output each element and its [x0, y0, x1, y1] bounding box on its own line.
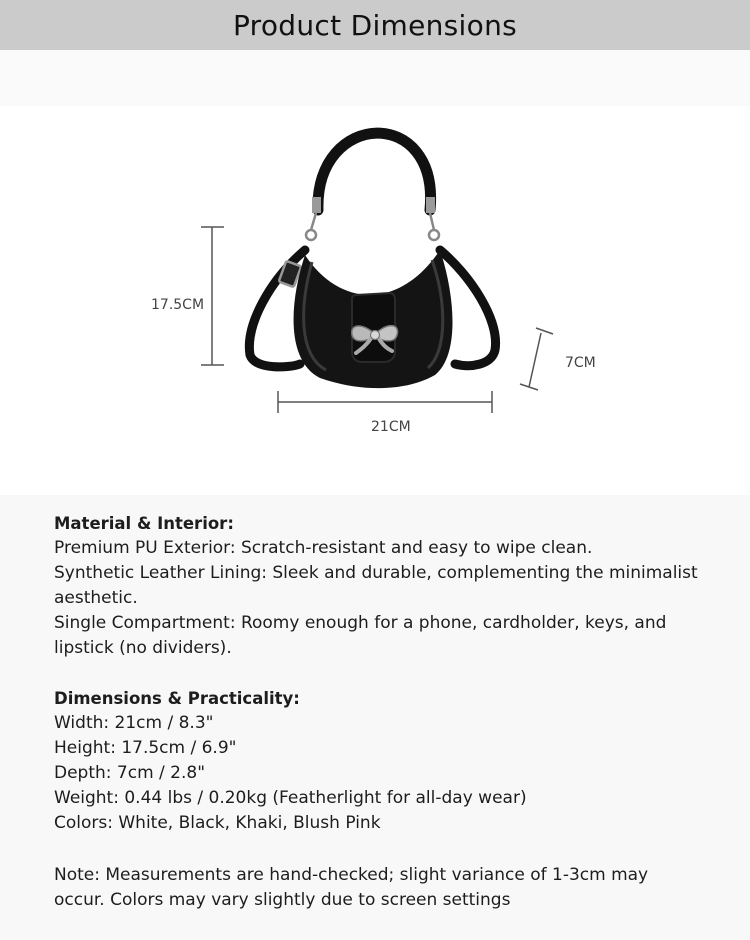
material-section — [54, 511, 734, 661]
material-line: Synthetic Leather Lining: Sleek and durable, complementing the minimalist — [54, 563, 698, 583]
height-dimension-line — [201, 227, 224, 365]
depth-dimension-line — [520, 328, 553, 390]
depth-label: 7CM — [565, 355, 596, 371]
material-line: lipstick (no dividers). — [54, 638, 232, 658]
material-line: aesthetic. — [54, 588, 138, 608]
note-line: Note: Measurements are hand-checked; slight variance of 1-3cm may — [54, 865, 649, 885]
product-image-area — [0, 50, 750, 495]
practicality-title: Dimensions & Practicality: — [54, 689, 300, 708]
page-header — [0, 0, 750, 50]
height-label: 17.5CM — [151, 297, 205, 313]
practicality-line: Weight: 0.44 lbs / 0.20kg (Featherlight for all-day wear) — [54, 788, 527, 808]
page-title: Product Dimensions — [232, 8, 518, 42]
note-line: occur. Colors may vary slightly due to screen settings — [54, 890, 511, 910]
practicality-section — [54, 686, 734, 836]
material-line: Premium PU Exterior: Scratch-resistant and easy to wipe clean. — [54, 538, 593, 558]
practicality-line: Colors: White, Black, Khaki, Blush Pink — [54, 813, 381, 833]
practicality-line: Height: 17.5cm / 6.9" — [54, 738, 237, 758]
practicality-line: Width: 21cm / 8.3" — [54, 713, 214, 733]
note-section — [54, 863, 734, 913]
width-label: 21CM — [371, 419, 411, 435]
material-title: Material & Interior: — [54, 514, 234, 533]
width-dimension-line — [278, 391, 492, 413]
practicality-line: Depth: 7cm / 2.8" — [54, 763, 206, 783]
material-line: Single Compartment: Roomy enough for a phone, cardholder, keys, and — [54, 613, 667, 633]
